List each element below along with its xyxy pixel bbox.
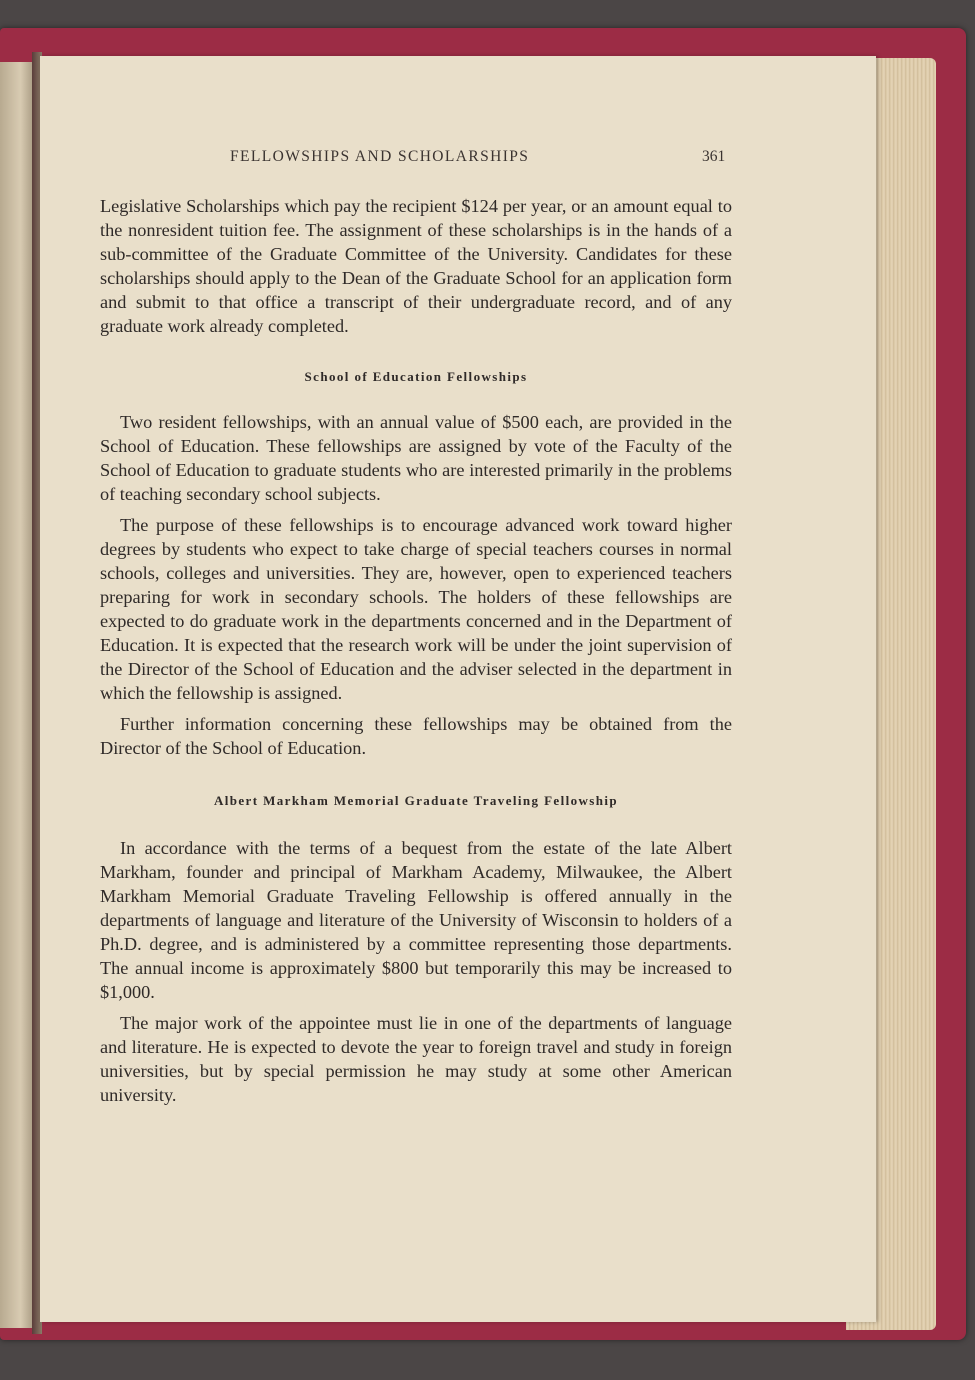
paragraph-education-3: Further information concerning these fellowships may be obtained from the Director of the School of Education.	[100, 714, 732, 758]
page-body	[100, 194, 732, 1107]
paragraph-education-2: The purpose of these fellowships is to encourage advanced work toward higher degrees by students who expect to take charge of special teachers courses in normal schools, colleges and universities. They are, however, open to experienced teachers preparing for work in secondary schools. The holders of these fellowships are expected to do graduate work in the departments concerned and in the Department of Education. It is expected that the research work will be under the joint supervision of the Director of the School of Education and the adviser selected in the department in which the fellowship is assigned.	[100, 515, 732, 703]
paragraph-intro: Legislative Scholarships which pay the recipient $124 per year, or an amount equal to the nonresident tuition fee. The assignment of these scholarships is in the hands of a sub-committee of the Graduate Committee of the University. Candidates for these scholarships should apply to the Dean of the Graduate School for an application form and submit to that office a transcript of their undergraduate record, and of any graduate work already completed.	[100, 196, 732, 336]
paragraph-markham-1: In accordance with the terms of a bequest from the estate of the late Albert Markham, founder and principal of Markham Academy, Milwaukee, the Albert Markham Memorial Graduate Traveling Fellowship is offered annually in the departments of language and literature of the University of Wisconsin to holders of a Ph.D. degree, and is administered by a committee representing those departments. The annual income is approximately $800 but temporarily this may be increased to $1,000.	[100, 838, 732, 1002]
section-heading-education: School of Education Fellowships	[304, 369, 528, 384]
running-title: FELLOWSHIPS AND SCHOLARSHIPS	[230, 148, 530, 165]
paragraph-markham-2: The major work of the appointee must lie in one of the departments of language and literature. He is expected to devote the year to foreign travel and study in foreign universities, but by special permission he may study at some other American university.	[100, 1013, 732, 1105]
book-page	[40, 56, 876, 1322]
page-number: 361	[702, 148, 726, 165]
left-page-edge	[0, 62, 34, 1328]
paragraph-education-1: Two resident fellowships, with an annual value of $500 each, are provided in the School of Education. These fellowships are assigned by vote of the Faculty of the School of Education to graduate students who are interested primarily in the problems of teaching secondary school subjects.	[100, 412, 732, 504]
section-heading-markham: Albert Markham Memorial Graduate Traveling Fellowship	[213, 793, 619, 808]
